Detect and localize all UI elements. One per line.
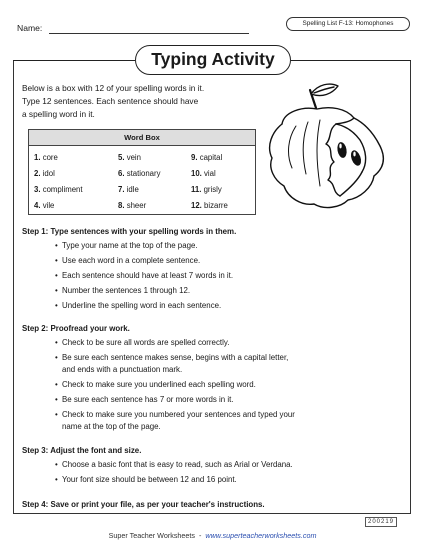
footer-link[interactable]: www.superteacherworksheets.com xyxy=(205,531,317,540)
footer xyxy=(0,531,425,540)
step-2-heading: Step 2: Proofread your work. xyxy=(22,324,130,333)
list-item: • Choose a basic font that is easy to read, such as Arial or Verdana. xyxy=(62,460,397,471)
step-1-heading: Step 1: Type sentences with your spelling words in them. xyxy=(22,227,237,236)
step-3-heading: Step 3: Adjust the font and size. xyxy=(22,446,142,455)
list-item: • Type your name at the top of the page. xyxy=(62,241,397,252)
title-rule-right xyxy=(291,60,411,61)
list-item: 10. vial xyxy=(191,169,216,178)
list-item: 8. sheer xyxy=(118,201,147,210)
list-item: 11. grisly xyxy=(191,185,222,194)
list-item: • Underline the spelling word in each sentence. xyxy=(62,301,397,312)
apple-core-icon xyxy=(262,76,412,226)
word-box xyxy=(28,129,256,215)
list-item: 4. vile xyxy=(34,201,55,210)
list-item: 6. stationary xyxy=(118,169,161,178)
list-item: • Check to make sure you underlined each spelling word. xyxy=(62,380,397,391)
list-item-continuation: name at the top of the page. xyxy=(62,422,161,431)
name-field-line[interactable] xyxy=(49,33,249,34)
list-item: 3. compliment xyxy=(34,185,83,194)
step-4-heading: Step 4: Save or print your file, as per your teacher's instructions. xyxy=(22,500,265,509)
intro-line: Below is a box with 12 of your spelling words in it. xyxy=(22,83,205,93)
list-item: • Your font size should be between 12 and 16 point. xyxy=(62,475,397,486)
worksheet-code: 200219 xyxy=(365,517,397,527)
list-item: 5. vein xyxy=(118,153,141,162)
intro-line: Type 12 sentences. Each sentence should have xyxy=(22,96,199,106)
list-item: • Check to be sure all words are spelled correctly. xyxy=(62,338,397,349)
list-item: 9. capital xyxy=(191,153,223,162)
list-item: 12. bizarre xyxy=(191,201,228,210)
spelling-list-tag: Spelling List F-13: Homophones xyxy=(286,17,410,31)
list-item: 1. core xyxy=(34,153,58,162)
list-item: 7. idle xyxy=(118,185,139,194)
list-item: • Be sure each sentence makes sense, begins with a capital letter, xyxy=(62,353,397,364)
title-rule-left xyxy=(13,60,135,61)
name-label: Name: xyxy=(17,23,43,33)
intro-line: a spelling word in it. xyxy=(22,109,95,119)
word-box-title: Word Box xyxy=(29,130,255,146)
list-item-continuation: and ends with a punctuation mark. xyxy=(62,365,183,374)
list-item: • Each sentence should have at least 7 words in it. xyxy=(62,271,397,282)
intro-text xyxy=(22,82,262,121)
list-item: • Be sure each sentence has 7 or more words in it. xyxy=(62,395,397,406)
footer-text: Super Teacher Worksheets - xyxy=(108,531,206,540)
list-item: 2. idol xyxy=(34,169,55,178)
list-item: • Check to make sure you numbered your sentences and typed your xyxy=(62,410,397,421)
list-item: • Use each word in a complete sentence. xyxy=(62,256,397,267)
list-item: • Number the sentences 1 through 12. xyxy=(62,286,397,297)
page-title: Typing Activity xyxy=(135,45,291,75)
